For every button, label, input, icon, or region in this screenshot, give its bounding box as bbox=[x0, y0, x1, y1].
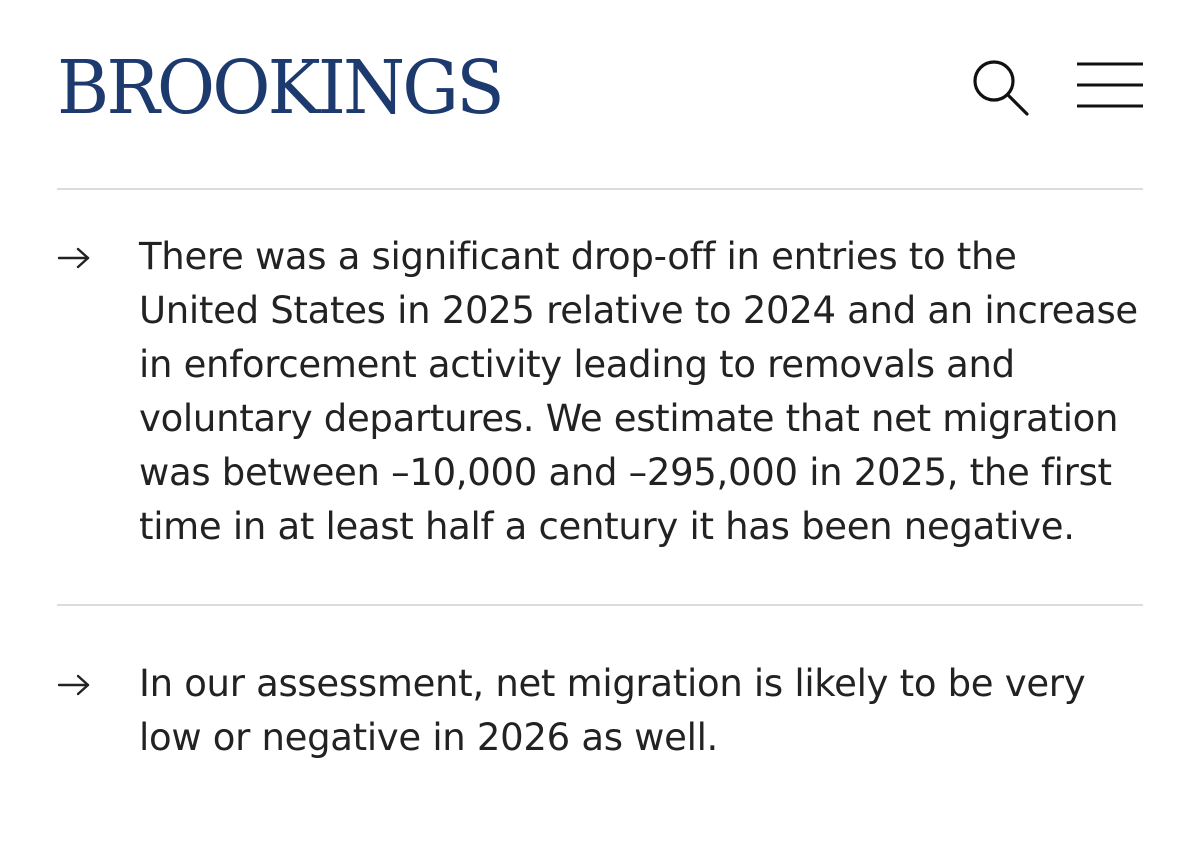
search-button[interactable] bbox=[969, 56, 1033, 120]
menu-button[interactable] bbox=[1077, 60, 1143, 112]
brookings-logo[interactable]: BROOKINGS bbox=[57, 45, 502, 131]
takeaway-item bbox=[57, 190, 1143, 604]
takeaway-item bbox=[57, 606, 1143, 795]
search-icon bbox=[969, 56, 1033, 120]
arrow-right-icon bbox=[57, 230, 139, 286]
takeaway-text: In our assessment, net migration is likely to be very low or negative in 2026 as well. bbox=[139, 662, 1086, 759]
hamburger-menu-icon bbox=[1077, 60, 1143, 112]
takeaway-text: There was a significant drop-off in entries to the United States in 2025 relative to 2024 and an increase in enforcement activity leading to removals and voluntary departures. We estimate that net migration was between –10,000 and –295,000 in 2025, the first time in at least half a century it has been negative. bbox=[139, 235, 1138, 548]
arrow-right-icon bbox=[57, 657, 139, 713]
site-header bbox=[57, 0, 1143, 188]
